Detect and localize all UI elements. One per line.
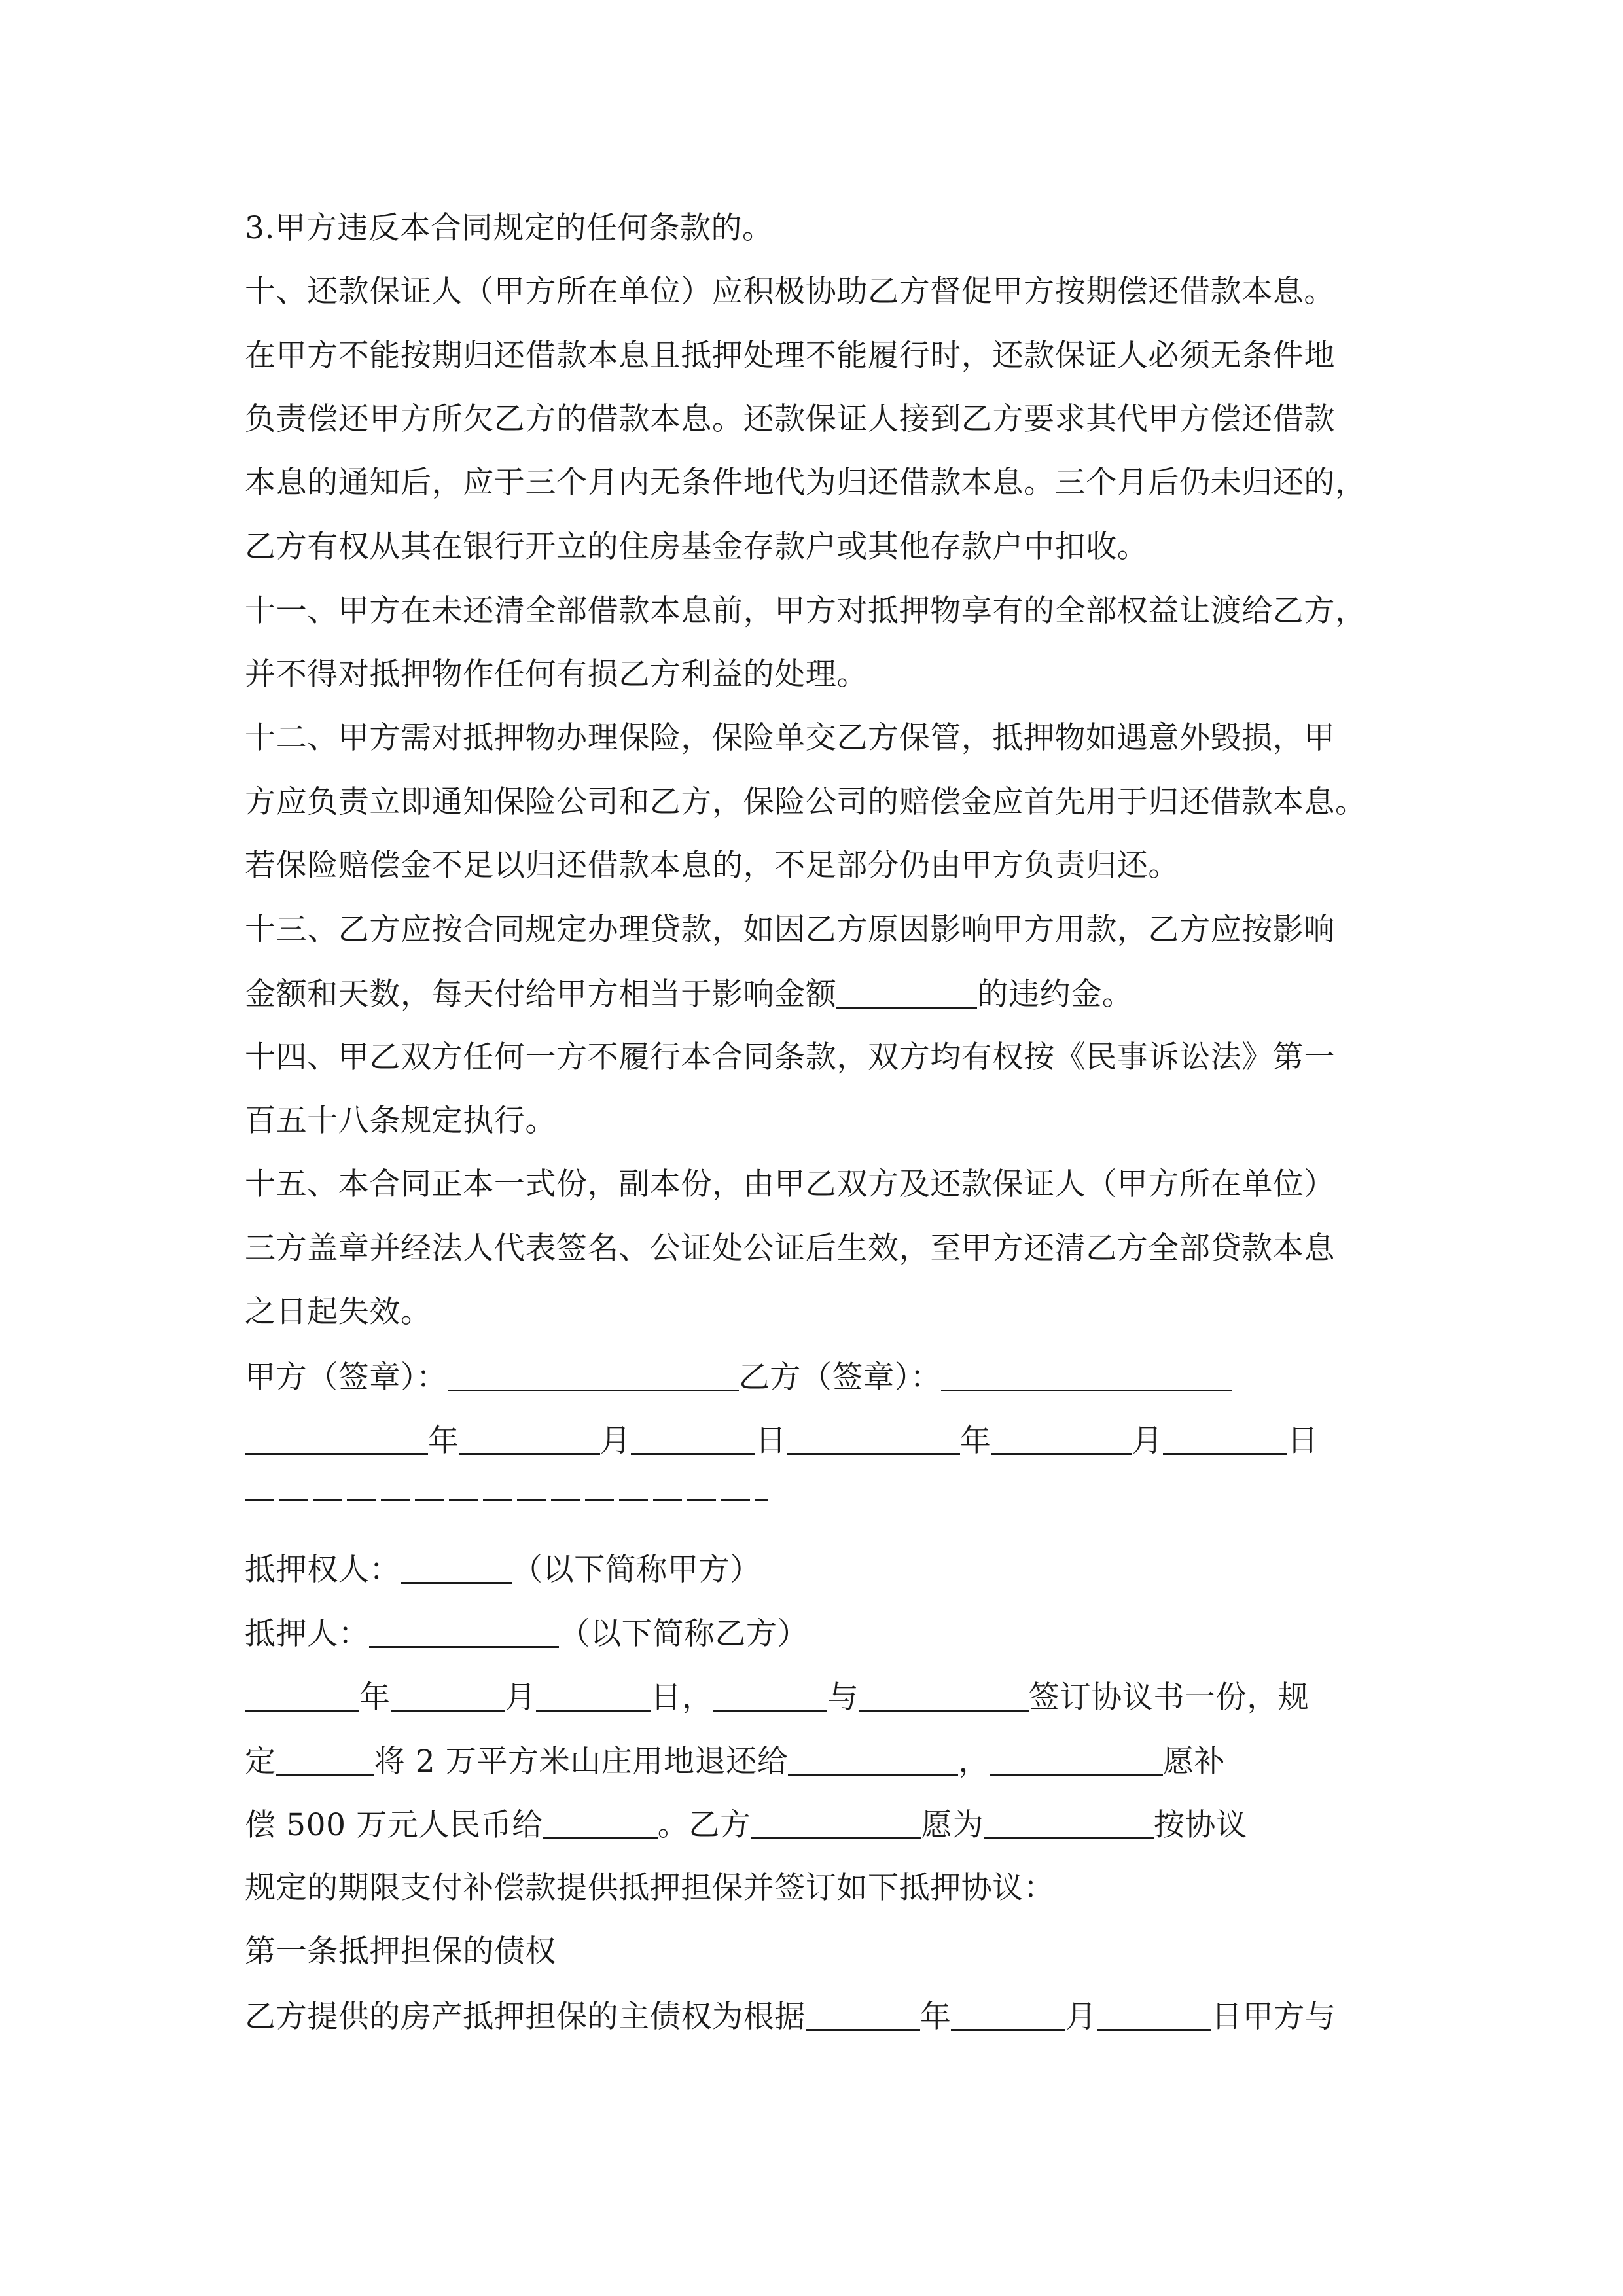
penalty-rate-blank[interactable] [836, 978, 977, 1009]
date-a-year-label: 年 [428, 1423, 459, 1459]
party-b-seal-label: 乙方（签章）： [738, 1359, 942, 1395]
date-a-month-label: 月 [599, 1423, 632, 1459]
mortgagee-blank[interactable] [401, 1553, 512, 1584]
mortgagee-line [245, 1552, 1397, 1588]
clause-10-item-3: 3.甲方违反本合同规定的任何条款的。 [245, 210, 774, 246]
intro-year-blank[interactable] [245, 1681, 359, 1712]
clause-15-line-2: 三方盖章并经法人代表签名、公证处公证后生效，至甲方还清乙方全部贷款本息 [245, 1230, 1335, 1266]
clause-14-line-2: 百五十八条规定执行。 [245, 1103, 556, 1139]
intro-day-label: 日， [651, 1679, 713, 1715]
intro-payee-blank[interactable] [543, 1808, 658, 1839]
intro-party-b-text: 。乙方 [657, 1807, 751, 1843]
date-b-year-label: 年 [959, 1423, 991, 1459]
clause-11-line-2: 并不得对抵押物作任何有损乙方利益的处理。 [245, 656, 868, 692]
article-1-line-1 [245, 1999, 1397, 2035]
date-a-month-blank[interactable] [459, 1424, 600, 1455]
date-b-month-blank[interactable] [991, 1424, 1132, 1455]
clause-13-line-2 [245, 977, 1397, 1013]
intro-compensation-text: 偿 500 万元人民币给 [245, 1807, 543, 1843]
mortgagee-suffix: （以下简称甲方） [512, 1552, 761, 1588]
intro-month-label: 月 [505, 1679, 537, 1715]
intro-line-2-end: 愿补 [1163, 1744, 1226, 1780]
signature-line [245, 1361, 1397, 1393]
intro-party-1-blank[interactable] [713, 1681, 827, 1712]
article-1-line-end: 日甲方与 [1211, 1999, 1336, 2035]
clause-12-line-2: 方应负责立即通知保险公司和乙方，保险公司的赔偿金应首先用于归还借款本息。 [245, 784, 1366, 820]
intro-line-1-end: 签订协议书一份，规 [1029, 1679, 1310, 1715]
intro-beneficiary-blank[interactable] [984, 1808, 1154, 1839]
intro-year-label: 年 [359, 1679, 391, 1715]
intro-returner-blank[interactable] [276, 1745, 374, 1776]
mortgagor-line [245, 1616, 1397, 1652]
intro-recipient-blank[interactable] [788, 1745, 958, 1776]
intro-land-text: 将 2 万平方米山庄用地退还给 [374, 1744, 789, 1780]
date-b-month-label: 月 [1132, 1423, 1164, 1459]
clause-15-line-1: 十五、本合同正本一式份，副本份，由甲乙双方及还款保证人（甲方所在单位） [245, 1166, 1335, 1202]
section-divider [245, 1499, 768, 1501]
intro-willing-text: 愿为 [921, 1807, 984, 1843]
clause-10-line-1: 十、还款保证人（甲方所在单位）应积极协助乙方督促甲方按期偿还借款本息。 [245, 274, 1335, 310]
intro-line-1 [245, 1681, 1397, 1713]
party-b-seal-blank[interactable] [941, 1361, 1232, 1391]
intro-line-3-end: 按协议 [1153, 1807, 1247, 1843]
mortgagor-label: 抵押人： [245, 1616, 370, 1652]
article-1-month-label: 月 [1065, 1999, 1097, 2035]
clause-12-line-1: 十二、甲方需对抵押物办理保险，保险单交乙方保管，抵押物如遇意外毁损，甲 [245, 720, 1335, 756]
intro-compensator-blank[interactable] [990, 1745, 1163, 1776]
article-1-title: 第一条抵押担保的债权 [245, 1933, 556, 1969]
article-1-text: 乙方提供的房产抵押担保的主债权为根据 [245, 1999, 806, 2035]
clause-10-line-2: 在甲方不能按期归还借款本息且抵押处理不能履行时，还款保证人必须无条件地 [245, 338, 1335, 374]
intro-guarantor-blank[interactable] [751, 1808, 921, 1839]
party-a-seal-label: 甲方（签章）： [245, 1359, 448, 1395]
intro-party-2-blank[interactable] [859, 1681, 1029, 1712]
intro-day-blank[interactable] [536, 1681, 651, 1712]
date-a-year-blank[interactable] [245, 1424, 428, 1455]
date-b-day-label: 日 [1287, 1423, 1319, 1459]
clause-13-text-b: 的违约金。 [977, 977, 1133, 1013]
date-a-day-blank[interactable] [631, 1424, 755, 1455]
clause-13-line-1: 十三、乙方应按合同规定办理贷款，如因乙方原因影响甲方用款，乙方应按影响 [245, 912, 1335, 948]
clause-15-line-3: 之日起失效。 [245, 1294, 432, 1330]
intro-line-2 [245, 1744, 1397, 1780]
date-b-year-blank[interactable] [787, 1424, 960, 1455]
article-1-day-blank[interactable] [1097, 2000, 1211, 2031]
intro-line-4: 规定的期限支付补偿款提供抵押担保并签订如下抵押协议： [245, 1870, 1055, 1906]
mortgagor-blank[interactable] [369, 1617, 559, 1648]
article-1-year-blank[interactable] [806, 2000, 920, 2031]
intro-month-blank[interactable] [391, 1681, 505, 1712]
intro-with-label: 与 [827, 1679, 859, 1715]
date-line [245, 1423, 1397, 1459]
clause-13-text-a: 金额和天数，每天付给甲方相当于影响金额 [245, 977, 837, 1013]
article-1-month-blank[interactable] [951, 2000, 1065, 2031]
mortgagee-label: 抵押权人： [245, 1552, 401, 1588]
party-a-seal-blank[interactable] [448, 1361, 739, 1391]
mortgagor-suffix: （以下简称乙方） [559, 1616, 809, 1652]
intro-comma: ， [958, 1744, 990, 1780]
intro-line-2-start: 定 [245, 1744, 276, 1780]
clause-10-line-3: 负责偿还甲方所欠乙方的借款本息。还款保证人接到乙方要求其代甲方偿还借款 [245, 401, 1335, 437]
clause-12-line-3: 若保险赔偿金不足以归还借款本息的，不足部分仍由甲方负责归还。 [245, 848, 1179, 884]
intro-line-3 [245, 1807, 1397, 1843]
clause-10-line-5: 乙方有权从其在银行开立的住房基金存款户或其他存款户中扣收。 [245, 529, 1149, 565]
clause-10-line-4: 本息的通知后，应于三个月内无条件地代为归还借款本息。三个月后仍未归还的， [245, 465, 1366, 501]
clause-11-line-1: 十一、甲方在未还清全部借款本息前，甲方对抵押物享有的全部权益让渡给乙方， [245, 593, 1366, 629]
article-1-year-label: 年 [919, 1999, 952, 2035]
clause-14-line-1: 十四、甲乙双方任何一方不履行本合同条款，双方均有权按《民事诉讼法》第一 [245, 1039, 1335, 1075]
date-b-day-blank[interactable] [1163, 1424, 1287, 1455]
date-a-day-label: 日 [755, 1423, 787, 1459]
